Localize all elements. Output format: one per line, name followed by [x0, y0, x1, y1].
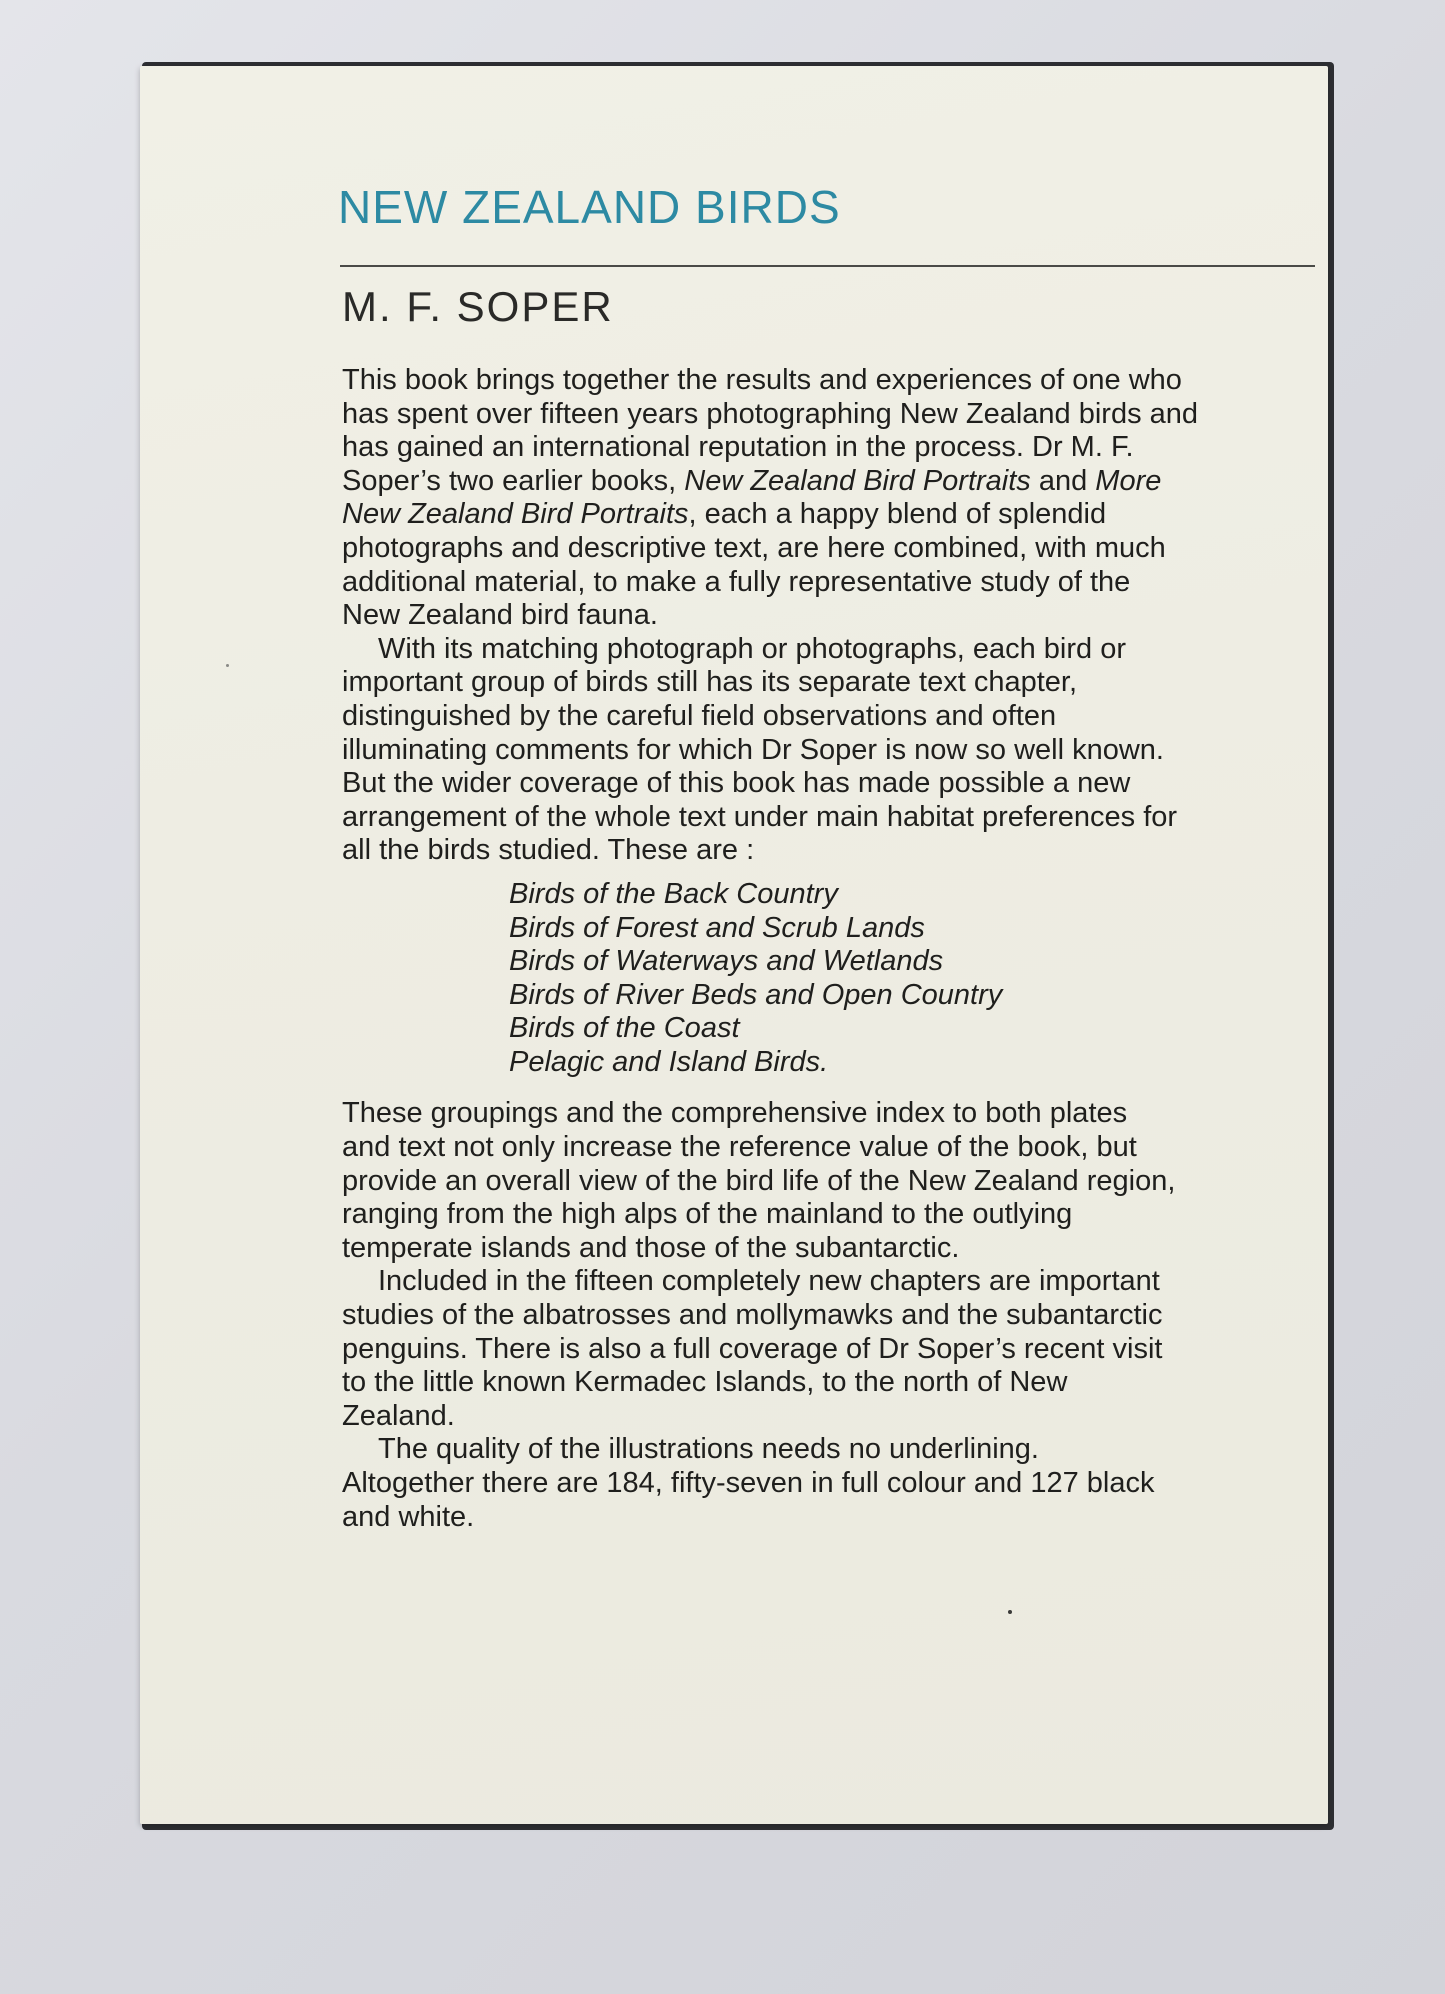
blurb [342, 364, 1327, 1534]
text-line: arrangement of the whole text under main habitat preferences for [342, 800, 1178, 833]
text-line [342, 498, 1327, 532]
text-line: to the little known Kermadec Islands, to the north of New [342, 1366, 1068, 1399]
text-line: has gained an international reputation in the process. Dr M. F. [342, 431, 1134, 464]
book-title-italic: New Zealand Bird Portraits [684, 464, 1031, 497]
text-line: additional material, to make a fully representative study of the [342, 565, 1131, 598]
author-name: M. F. SOPER [342, 283, 614, 330]
text-line: photographs and descriptive text, are here combined, with much [342, 531, 1166, 564]
text-line: has spent over fifteen years photographing New Zealand birds and [342, 397, 1199, 430]
text-line: Included in the fifteen completely new chapters are important [378, 1265, 1160, 1298]
text-line: These groupings and the comprehensive index to both plates [342, 1097, 1128, 1130]
text-line: With its matching photograph or photographs, each bird or [378, 632, 1126, 665]
habitat-list [509, 878, 1327, 1080]
text-fragment: , each a happy blend of splendid [688, 498, 1107, 531]
habitat-item: Birds of Forest and Scrub Lands [509, 911, 925, 944]
text-line: Altogether there are 184, fifty-seven in full colour and 127 black [342, 1467, 1155, 1499]
text-line: provide an overall view of the bird life of the New Zealand region, [342, 1164, 1176, 1197]
text-line: studies of the albatrosses and mollymawks and the subantarctic [342, 1299, 1163, 1332]
book-title-italic: More [1095, 464, 1162, 497]
text-line: penguins. There is also a full coverage of Dr Soper’s recent visit [342, 1332, 1163, 1365]
text-line: important group of birds still has its separate text chapter, [342, 666, 1078, 699]
habitat-item: Birds of Waterways and Wetlands [509, 945, 944, 978]
paragraph-groupings [342, 1097, 1327, 1265]
text-line: The quality of the illustrations needs no underlining. [378, 1433, 1039, 1466]
text-line [342, 465, 1327, 499]
paragraph-intro [342, 364, 1327, 633]
text-line: Zealand. [342, 1399, 455, 1432]
text-line: ranging from the high alps of the mainland to the outlying [342, 1198, 1073, 1231]
title-divider [340, 265, 1315, 267]
text-line: and white. [342, 1500, 475, 1533]
print-speck [226, 664, 229, 667]
text-fragment: and [1030, 464, 1096, 497]
print-speck [1008, 1610, 1012, 1614]
paragraph-illustrations [342, 1433, 1327, 1534]
text-line: distinguished by the careful field observations and often [342, 699, 1057, 732]
book-title: NEW ZEALAND BIRDS [338, 181, 841, 233]
habitat-item: Pelagic and Island Birds. [509, 1045, 829, 1078]
book-title-italic: New Zealand Bird Portraits [342, 498, 689, 531]
text-line: all the birds studied. These are : [342, 834, 755, 867]
text-line: But the wider coverage of this book has made possible a new [342, 767, 1131, 800]
habitat-item: Birds of the Back Country [509, 877, 838, 910]
paragraph-coverage [342, 633, 1327, 868]
text-line: illuminating comments for which Dr Soper is now so well known. [342, 733, 1164, 766]
habitat-item: Birds of River Beds and Open Country [509, 978, 1003, 1011]
paragraph-new-chapters [342, 1265, 1327, 1433]
text-line: temperate islands and those of the subantarctic. [342, 1231, 960, 1264]
habitat-item: Birds of the Coast [509, 1012, 740, 1045]
text-line: This book brings together the results and experiences of one who [342, 364, 1182, 396]
text-line: and text not only increase the reference value of the book, but [342, 1131, 1137, 1164]
text-line: New Zealand bird fauna. [342, 599, 658, 632]
text-fragment: Soper’s two earlier books, [342, 464, 685, 497]
